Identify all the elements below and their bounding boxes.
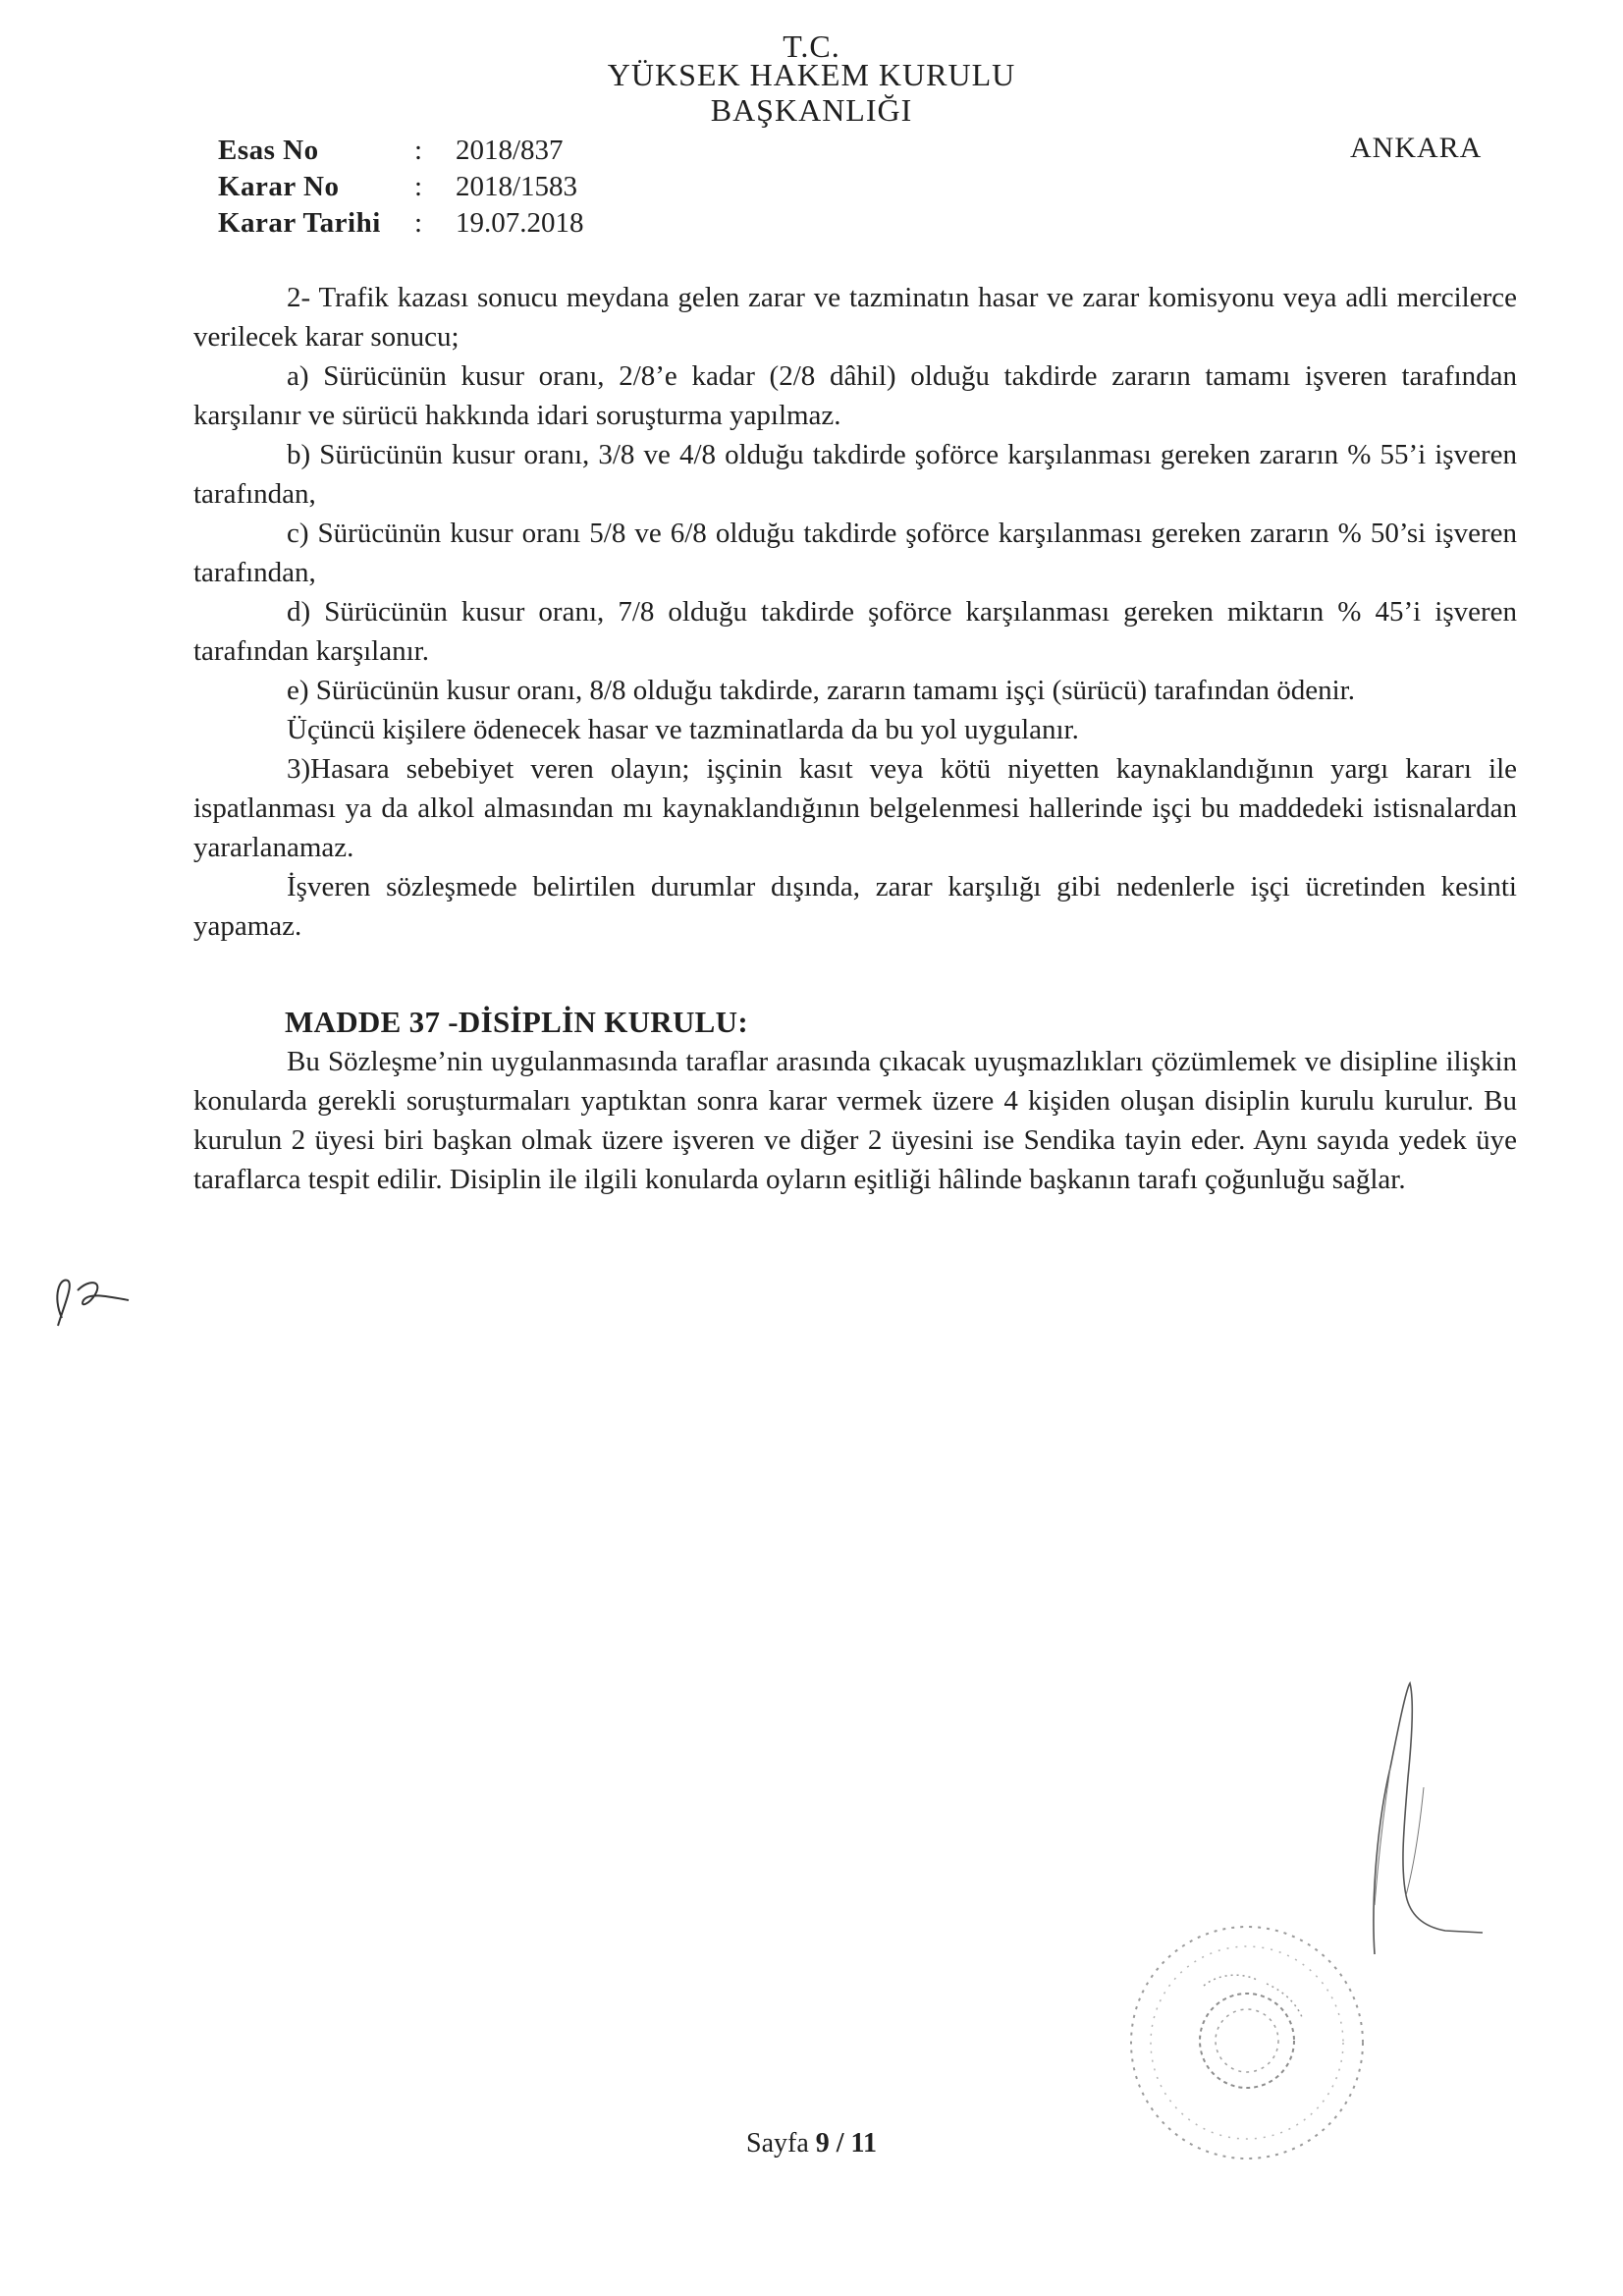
meta-value: 19.07.2018 (456, 207, 584, 239)
meta-label: Esas No (218, 135, 319, 166)
meta-value: 2018/1583 (456, 171, 578, 202)
paragraph-item-c: c) Sürücünün kusur oranı 5/8 ve 6/8 olduğu takdirde şoförce karşılanması gereken zararın % 50’si işveren tarafından, (193, 518, 1517, 588)
meta-label: Karar No (218, 171, 340, 202)
page-footer (0, 2128, 1623, 2159)
header-city: ANKARA (1350, 132, 1483, 164)
paragraph-item-a: a) Sürücünün kusur oranı, 2/8’e kadar (2/8 dâhil) olduğu takdirde zararın tamamı işveren tarafından karşılanır ve sürücü hakkında idari soruşturma yapılmaz. (193, 360, 1517, 431)
document-body (193, 278, 1517, 946)
page-number: 9 / 11 (815, 2128, 877, 2159)
header-institution: YÜKSEK HAKEM KURULU (607, 57, 1016, 92)
meta-row-esas-no (218, 137, 564, 165)
meta-row-karar-no (218, 173, 577, 201)
paragraph-item-3: 3)Hasara sebebiyet veren olayın; işçinin kasıt veya kötü niyetten kaynaklandığının yargı kararı ile ispatlanması ya da alkol almasından mı kaynaklandığının belgelenmesi hallerinde işçi bu maddedeki istisnalardan yararlanamaz. (193, 753, 1517, 863)
paraph-icon (44, 1257, 142, 1336)
meta-value: 2018/837 (456, 135, 564, 166)
section-body (193, 1042, 1517, 1199)
paragraph-disiplin-kurulu: Bu Sözleşme’nin uygulanmasında taraflar arasında çıkacak uyuşmazlıkları çözümlemek ve disipline ilişkin konularda gerekli soruşturmaları yaptıktan sonra karar vermek üzere 4 kişiden oluşan disiplin kurulu kurulur. Bu kurulun 2 üyesi biri başkan olmak üzere işveren ve diğer 2 üyesini ise Sendika tayin eder. Aynı sayıda yedek üye taraflarca tespit edilir. Disiplin ile ilgili konularda oyların eşitliği hâlinde başkanın tarafı çoğunluğu sağlar. (193, 1046, 1517, 1195)
paragraph-third-parties: Üçüncü kişilere ödenecek hasar ve tazminatlarda da bu yol uygulanır. (287, 714, 1079, 745)
paragraph-item-d: d) Sürücünün kusur oranı, 7/8 olduğu takdirde şoförce karşılanması gereken miktarın % 45’i işveren tarafından karşılanır. (193, 596, 1517, 667)
paragraph-deductions: İşveren sözleşmede belirtilen durumlar dışında, zarar karşılığı gibi nedenlerle işçi ücretinden kesinti yapamaz. (193, 871, 1517, 942)
meta-colon: : (414, 207, 423, 239)
meta-label: Karar Tarihi (218, 207, 381, 239)
meta-colon: : (414, 171, 423, 202)
meta-colon: : (414, 135, 423, 166)
meta-row-karar-tarihi (218, 209, 584, 238)
paragraph-trafik-kazasi: 2- Trafik kazası sonucu meydana gelen zarar ve tazminatın hasar ve zarar komisyonu veya adli mercilerce verilecek karar sonucu; (193, 282, 1517, 353)
section-heading: MADDE 37 -DİSİPLİN KURULU: (285, 1005, 748, 1039)
page-label: Sayfa (746, 2128, 816, 2159)
paragraph-item-e: e) Sürücünün kusur oranı, 8/8 olduğu takdirde, zararın tamamı işçi (sürücü) tarafından ödenir. (287, 675, 1355, 706)
header-tc: T.C. (783, 28, 840, 64)
header-presidency: BAŞKANLIĞI (710, 92, 913, 128)
paragraph-item-b: b) Sürücünün kusur oranı, 3/8 ve 4/8 olduğu takdirde şoförce karşılanması gereken zararın % 55’i işveren tarafından, (193, 439, 1517, 510)
